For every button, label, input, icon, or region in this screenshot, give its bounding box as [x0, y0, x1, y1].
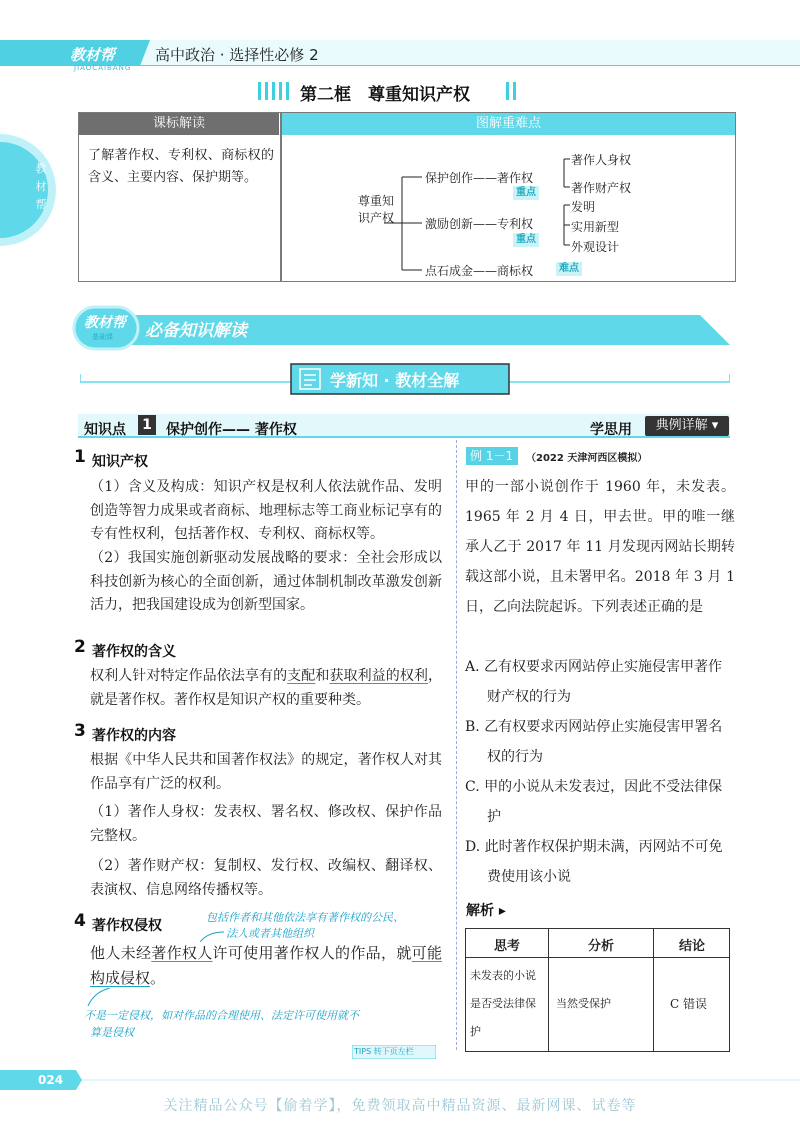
title-stripe [506, 82, 509, 100]
page-number: 024 [38, 1073, 64, 1087]
footer-note: 关注精品公众号【偷着学】，免费领取高中精品资源、最新网课、试卷等 [163, 1098, 637, 1114]
paragraph: 根据《中华人民共和国著作权法》的规定，著作权人对其作品享有广泛的权利。 [90, 752, 442, 792]
title-stripe [286, 82, 289, 100]
sub-banner-title: 学新知 · 教材全解 [330, 371, 460, 390]
tree-root: 尊重知识产权 [358, 194, 395, 225]
paragraph: （2）我国实施创新驱动发展战略的要求：全社会形成以科技创新为核心的全面创新，通过体制机制改革激发创新活力，把我国建设成为创新型国家。 [90, 550, 442, 613]
lesson-title: 第二框 尊重知识产权 [300, 85, 470, 105]
section-title: 著作权侵权 [92, 918, 162, 934]
section-title: 著作权的含义 [92, 644, 176, 660]
section-number: 1 [74, 447, 86, 467]
page-number-bar [0, 1070, 800, 1090]
practice-label: 学思用 [590, 422, 632, 438]
side-tab-label: 教材帮 [35, 162, 47, 211]
annotation-arrow-icon [84, 988, 114, 1008]
curriculum-text: 了解著作权、专利权、商标权的含义、主要内容、保护期等。 [88, 148, 274, 185]
title-stripe [279, 82, 282, 100]
difficulty-tag: 难点 [556, 262, 582, 276]
tips-text: TIPS 转下页左栏 [354, 1047, 414, 1056]
brand-subtitle: JIAOCAIBANG [74, 64, 132, 72]
section-title: 著作权的内容 [92, 728, 176, 744]
tree-leaf: 著作财产权 [571, 181, 632, 195]
title-stripe [258, 82, 261, 100]
option-d: D. 此时著作权保护期未满，丙网站不可免费使用该小说 [465, 839, 723, 885]
underlined-term: 获取利益的权利 [329, 668, 429, 684]
option-c: C. 甲的小说从未发表过，因此不受法律保护 [465, 779, 723, 825]
handwritten-note: 法人或者其他组织 [226, 927, 314, 940]
tree-leaf: 外观设计 [571, 240, 620, 254]
subject-title: 高中政治 · 选择性必修 2 [155, 46, 319, 64]
title-stripe [265, 82, 268, 100]
paragraph: （1）含义及构成：知识产权是权利人依法就作品、发明创造等智力成果或者商标、地理标志等工商业标记享有的专有性权利，包括著作权、专利权、商标权等。 [90, 479, 442, 542]
table-row-divider [466, 957, 729, 958]
example-detail-button[interactable]: 典例详解 ▾ [645, 416, 729, 436]
text-span: ，就是著作权。著作权是知识产权的重要种类。 [90, 668, 443, 708]
question-stem: 甲的一部小说创作于 1960 年，未发表。1965 年 2 月 4 日，甲去世。甲的唯一继承人乙于 2017 年 11 月发现丙网站长期转载这部小说，且未署甲名。2018 年 3 月 1 日，乙向法院起诉。下列表述正确的是 [465, 479, 735, 615]
title-stripe [513, 82, 516, 100]
knowledge-point-label: 知识点 [84, 422, 126, 438]
knowledge-tree-lines [280, 135, 736, 281]
text-span: 许可使用著作权人的作品，就 [212, 944, 412, 962]
paragraph [90, 665, 442, 712]
brand-logo: 教材帮 [70, 46, 116, 64]
text-span: 他人未经 [90, 944, 152, 962]
curriculum-header: 课标解读 [79, 113, 279, 135]
paragraph [90, 941, 442, 991]
knowledge-point-number: 1 [138, 415, 156, 435]
table-header: 思考 [493, 939, 520, 954]
tree-leaf: 实用新型 [571, 220, 620, 234]
banner-badge-sub: 基础课 [92, 333, 113, 341]
analysis-label: 解析 ▸ [466, 903, 506, 919]
section-number: 2 [74, 637, 86, 657]
tree-leaf: 著作人身权 [571, 153, 632, 167]
option-b: B. 乙有权要求丙网站停止实施侵害甲署名权的行为 [465, 719, 723, 765]
example-tag: 例 1－1 [466, 447, 518, 465]
table-cell: C 错误 [670, 997, 707, 1011]
tree-branch-patent: 激励创新——专利权 [425, 217, 534, 231]
table-cell: 当然受保护 [556, 997, 611, 1010]
handwritten-note: 包括作者和其他依法享有著作权的公民、 [206, 911, 404, 924]
paragraph: （2）著作财产权：复制权、发行权、改编权、翻译权、表演权、信息网络传播权等。 [90, 858, 442, 898]
table-header: 分析 [587, 939, 614, 954]
section-number: 4 [74, 911, 86, 931]
title-stripe [272, 82, 275, 100]
banner-badge: 教材帮 [84, 315, 126, 331]
handwritten-note: 不是一定侵权，如对作品的合理使用、法定许可使用就不 [84, 1009, 359, 1022]
underlined-term: 支配 [287, 668, 316, 684]
knowledge-point-title: 保护创作—— 著作权 [166, 422, 297, 438]
underlined-term: 可能构成侵权 [90, 944, 442, 987]
tree-branch-trademark: 点石成金——商标权 [425, 264, 534, 278]
table-header: 结论 [678, 939, 705, 954]
annotation-arrow-icon [196, 916, 226, 944]
text-span: 和 [315, 668, 330, 684]
section-title: 知识产权 [92, 454, 148, 470]
key-point-tag: 重点 [513, 186, 539, 200]
table-cell: 未发表的小说是否受法律保护 [470, 969, 536, 1038]
column-divider [456, 440, 457, 1050]
option-a: A. 乙有权要求丙网站停止实施侵害甲著作财产权的行为 [465, 659, 723, 705]
paragraph: （1）著作人身权：发表权、署名权、修改权、保护作品完整权。 [90, 804, 442, 844]
section-number: 3 [74, 721, 86, 741]
text-span: 。 [150, 969, 166, 987]
tree-branch-copyright: 保护创作——著作权 [425, 171, 534, 185]
example-source: （2022 天津河西区模拟） [526, 453, 648, 464]
key-point-tag: 重点 [513, 233, 539, 247]
diagram-header: 图解重难点 [282, 113, 735, 135]
banner-title: 必备知识解读 [145, 321, 247, 341]
underlined-term: 著作权人 [151, 944, 213, 962]
tree-leaf: 发明 [571, 200, 596, 214]
handwritten-note: 算是侵权 [90, 1026, 134, 1039]
text-span: 权利人针对特定作品依法享有的 [90, 668, 288, 684]
